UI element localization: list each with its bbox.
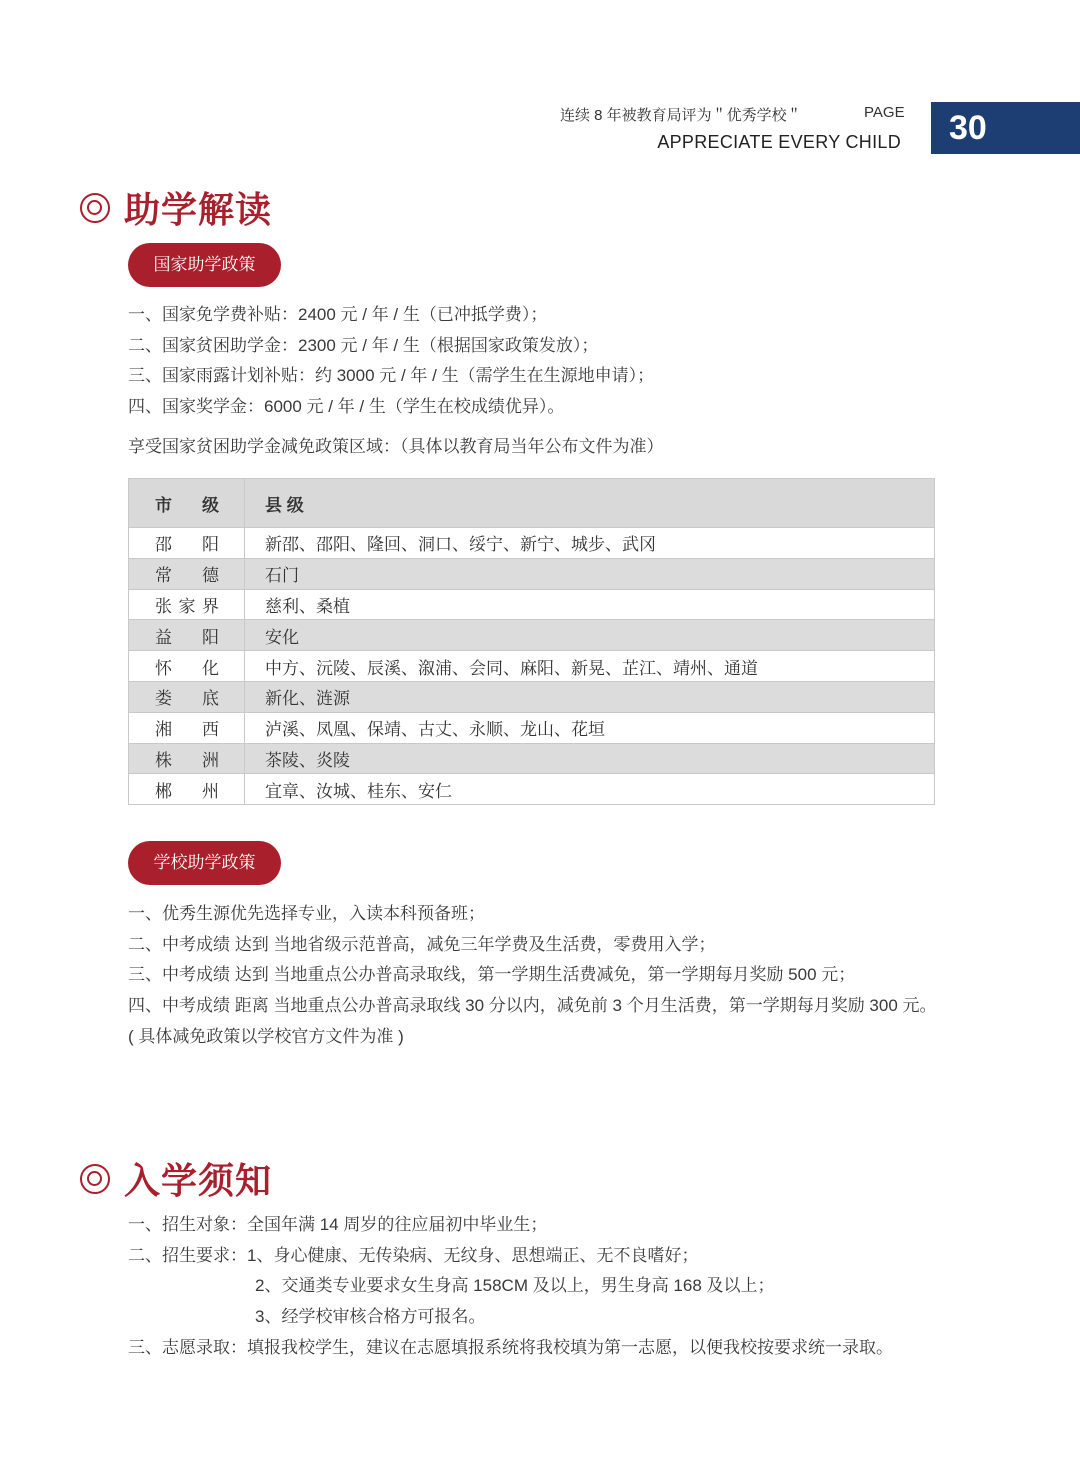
county-cell: 泸溪、凤凰、保靖、古丈、永顺、龙山、花垣	[245, 712, 935, 743]
table-row	[129, 743, 935, 774]
column-header-city: 市 级	[129, 479, 245, 528]
target-circle-icon	[80, 1164, 110, 1194]
target-circle-icon	[80, 193, 110, 223]
column-header-county: 县 级	[245, 479, 935, 528]
city-cell: 株洲	[129, 743, 245, 774]
city-cell: 郴州	[129, 774, 245, 805]
city-cell: 湘西	[129, 712, 245, 743]
school-policy-pill: 学校助学政策	[128, 841, 281, 885]
list-item: 一、国家免学费补贴：2400 元 / 年 / 生（已冲抵学费）；	[128, 305, 548, 324]
list-item: 三、志愿录取：填报我校学生，建议在志愿填报系统将我校填为第一志愿，以便我校按要求统一录取。	[128, 1337, 893, 1357]
list-item: 二、招生要求：1、身心健康、无传染病、无纹身、思想端正、无不良嗜好；	[128, 1245, 699, 1265]
enrollment-list	[128, 1210, 893, 1363]
table-row	[129, 558, 935, 589]
table-row	[129, 589, 935, 620]
county-cell: 中方、沅陵、辰溪、溆浦、会同、麻阳、新晃、芷江、靖州、通道	[245, 651, 935, 682]
list-item: 二、中考成绩 达到 当地省级示范普高，减免三年学费及生活费，零费用入学；	[128, 934, 716, 954]
region-table	[128, 478, 935, 805]
county-cell: 新化、涟源	[245, 681, 935, 712]
city-cell: 益阳	[129, 620, 245, 651]
county-cell: 安化	[245, 620, 935, 651]
list-item: 2、交通类专业要求女生身高 158CM 及以上，男生身高 168 及以上；	[255, 1276, 775, 1296]
page-label: PAGE	[864, 104, 905, 121]
table-row	[129, 774, 935, 805]
list-item: 3、经学校审核合格方可报名。	[255, 1307, 486, 1327]
list-item: 三、国家雨露计划补贴：约 3000 元 / 年 / 生（需学生在生源地申请）；	[128, 366, 655, 386]
list-item: 四、国家奖学金：6000 元 / 年 / 生（学生在校成绩优异）。	[128, 397, 565, 417]
table-row	[129, 681, 935, 712]
county-cell: 茶陵、炎陵	[245, 743, 935, 774]
list-item: 一、优秀生源优先选择专业，入读本科预备班；	[128, 904, 485, 923]
county-cell: 宜章、汝城、桂东、安仁	[245, 774, 935, 805]
section-title-text: 入学须知	[124, 1160, 273, 1201]
header-subtitle: APPRECIATE EVERY CHILD	[657, 132, 901, 152]
city-cell: 张家界	[129, 589, 245, 620]
list-item: 四、中考成绩 距离 当地重点公办普高录取线 30 分以内，减免前 3 个月生活费，第一学期每月奖励 300 元。	[128, 996, 937, 1016]
table-row	[129, 528, 935, 559]
section-title-enrollment	[80, 1153, 272, 1204]
header-tagline	[560, 104, 905, 125]
section-title-text: 助学解读	[124, 189, 273, 230]
header-tagline-text: 连续 8 年被教育局评为＂优秀学校＂	[560, 107, 802, 124]
page-number: 30	[931, 102, 1080, 154]
table-row	[129, 620, 935, 651]
national-policy-list	[128, 300, 654, 423]
city-cell: 邵阳	[129, 528, 245, 559]
city-cell: 娄底	[129, 681, 245, 712]
city-cell: 怀化	[129, 651, 245, 682]
national-policy-pill: 国家助学政策	[128, 243, 281, 287]
school-policy-list	[128, 899, 937, 1052]
county-cell: 石门	[245, 558, 935, 589]
county-cell: 慈利、桑植	[245, 589, 935, 620]
table-row	[129, 712, 935, 743]
list-item: 一、招生对象：全国年满 14 周岁的往应届初中毕业生；	[128, 1215, 548, 1234]
region-note: 享受国家贫困助学金减免政策区域：（具体以教育局当年公布文件为准）	[128, 437, 664, 456]
list-item: 二、国家贫困助学金：2300 元 / 年 / 生（根据国家政策发放）；	[128, 335, 599, 355]
list-item: ( 具体减免政策以学校官方文件为准 )	[128, 1026, 404, 1046]
table-header-row	[129, 479, 935, 528]
city-cell: 常德	[129, 558, 245, 589]
table-row	[129, 651, 935, 682]
list-item: 三、中考成绩 达到 当地重点公办普高录取线，第一学期生活费减免，第一学期每月奖励 500 元；	[128, 965, 856, 985]
section-title-aid	[80, 182, 272, 233]
county-cell: 新邵、邵阳、隆回、洞口、绥宁、新宁、城步、武冈	[245, 528, 935, 559]
